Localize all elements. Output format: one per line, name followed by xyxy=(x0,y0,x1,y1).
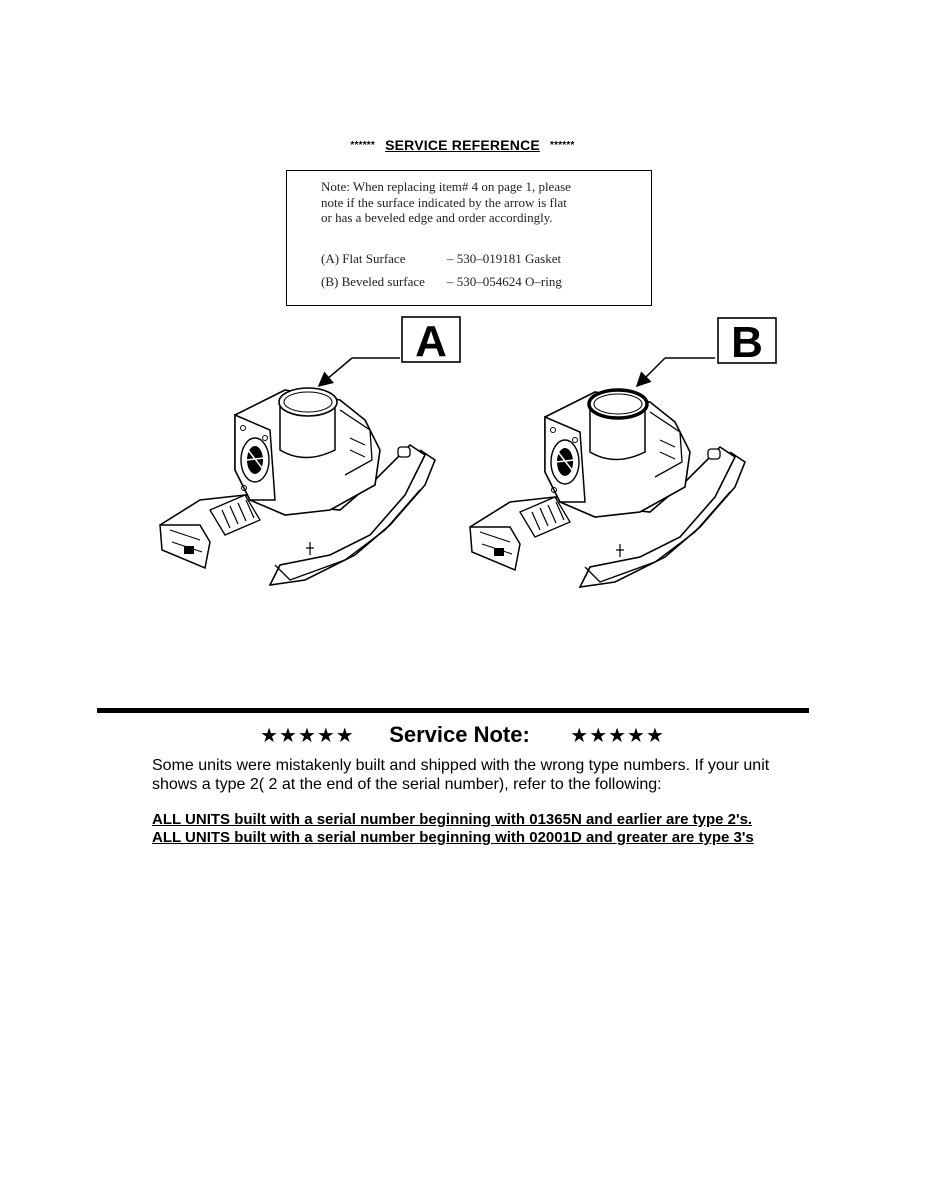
option-a-part: – 530–019181 Gasket xyxy=(447,250,562,266)
header-stars-left: ****** xyxy=(350,140,375,151)
service-reference-header xyxy=(0,137,925,153)
option-b-row xyxy=(321,270,639,293)
serial-number-rules xyxy=(152,811,802,847)
replacement-note-box xyxy=(286,170,652,306)
figure-b xyxy=(470,318,776,587)
option-b-part: – 530–054624 O–ring xyxy=(447,273,562,289)
service-note-stars-left: ★★★★★ xyxy=(260,725,355,747)
note-line-1: Note: When replacing item# 4 on page 1, please xyxy=(321,179,571,194)
service-reference-title: SERVICE REFERENCE xyxy=(385,137,540,153)
service-note-stars-right: ★★★★★ xyxy=(570,725,665,747)
note-line-2: note if the surface indicated by the arrow is flat xyxy=(321,194,567,210)
figure-a xyxy=(160,317,460,585)
figure-b-label: B xyxy=(731,318,763,367)
carburetor-housing-figures xyxy=(140,310,800,600)
service-note-body: Some units were mistakenly built and shipped with the wrong type numbers. If your unit shows a type 2( 2 at the end of the serial number), refer to the following: xyxy=(152,757,770,793)
service-note-heading xyxy=(0,722,925,748)
part-options xyxy=(321,247,639,293)
option-b-label: (B) Beveled surface xyxy=(321,273,425,289)
option-a-row xyxy=(321,247,639,270)
serial-rule-type-2: ALL UNITS built with a serial number beginning with 01365N and earlier are type 2's. xyxy=(152,811,753,828)
option-a-label: (A) Flat Surface xyxy=(321,250,406,266)
figure-a-label: A xyxy=(415,317,447,366)
note-line-3: or has a beveled edge and order accordingly. xyxy=(321,210,553,225)
header-stars-right: ****** xyxy=(550,140,575,151)
serial-rule-type-3: ALL UNITS built with a serial number beginning with 02001D and greater are type 3's xyxy=(152,829,754,846)
section-divider xyxy=(97,708,809,713)
service-note-title: Service Note: xyxy=(389,722,530,747)
